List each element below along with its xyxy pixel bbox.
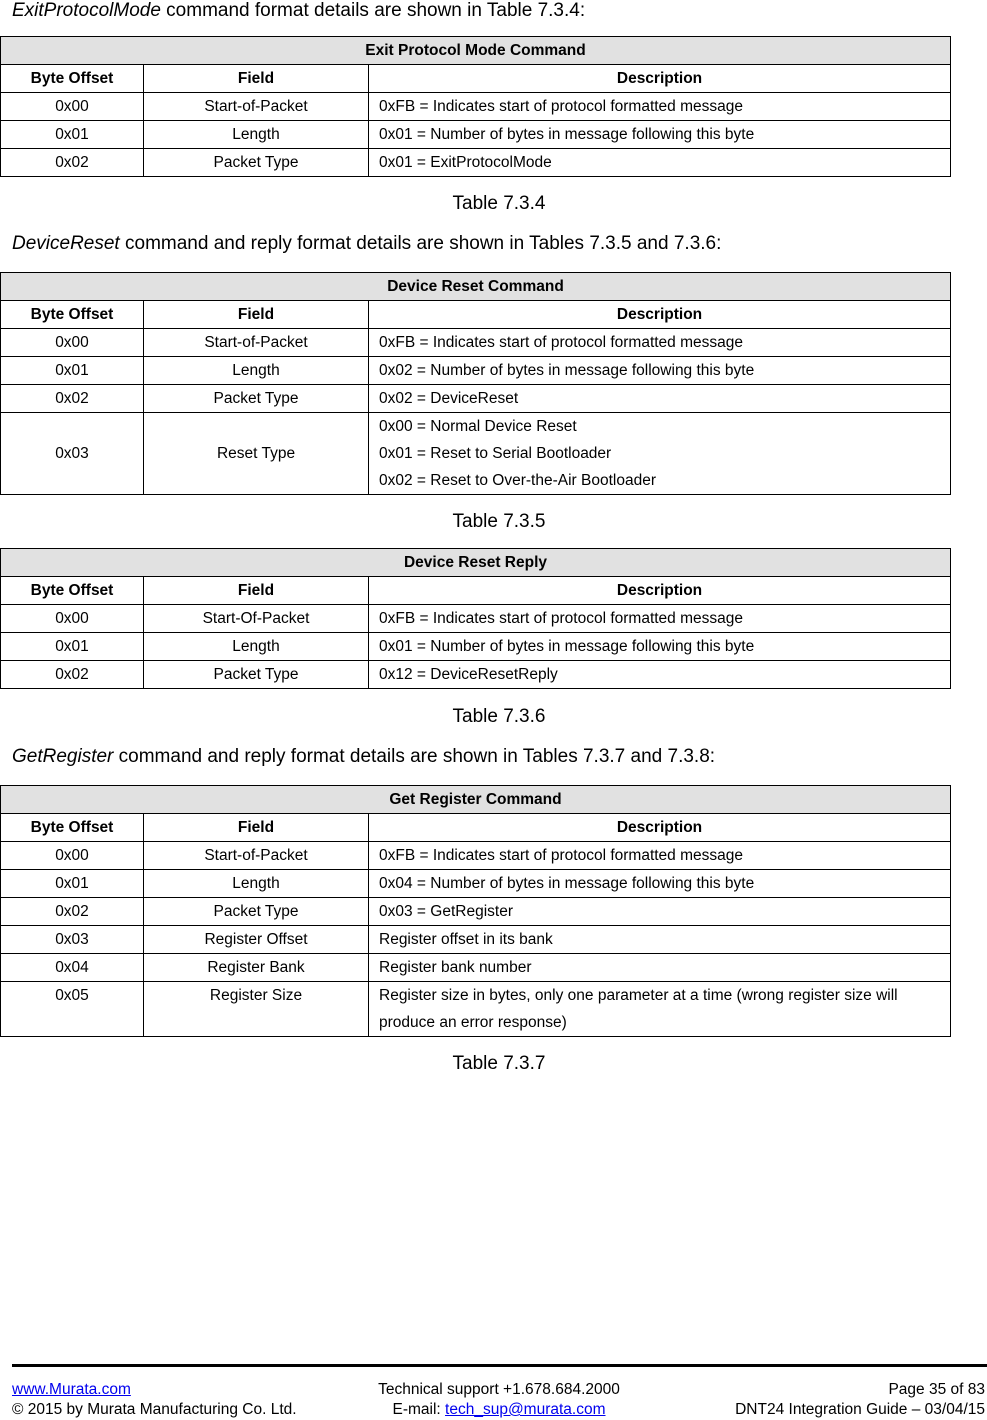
intro-exit-protocol: ExitProtocolMode command format details are shown in Table 7.3.4: xyxy=(12,0,586,21)
column-header: Field xyxy=(144,65,369,93)
column-header: Field xyxy=(144,814,369,842)
description-cell: 0x03 = GetRegister xyxy=(369,898,951,926)
description-cell: 0x02 = Number of bytes in message following this byte xyxy=(369,357,951,385)
page-number: Page 35 of 83 xyxy=(888,1381,985,1398)
table-title: Exit Protocol Mode Command xyxy=(1,37,951,65)
table-row xyxy=(1,413,951,495)
byte-offset-cell: 0x04 xyxy=(1,954,144,982)
exit-protocol-mode-table xyxy=(0,36,951,177)
table-caption: Table 7.3.4 xyxy=(452,193,546,214)
table-row xyxy=(1,121,951,149)
description-cell xyxy=(369,413,951,495)
table-caption: Table 7.3.5 xyxy=(452,511,546,532)
description-cell: 0xFB = Indicates start of protocol formatted message xyxy=(369,842,951,870)
description-cell: 0x12 = DeviceResetReply xyxy=(369,661,951,689)
field-cell: Length xyxy=(144,870,369,898)
support-phone: Technical support +1.678.684.2000 xyxy=(378,1381,620,1398)
description-cell: Register bank number xyxy=(369,954,951,982)
table-row xyxy=(1,605,951,633)
table-caption: Table 7.3.6 xyxy=(452,706,546,727)
byte-offset-cell: 0x01 xyxy=(1,870,144,898)
device-reset-reply-table xyxy=(0,548,951,689)
field-cell: Length xyxy=(144,121,369,149)
reset-option: 0x01 = Reset to Serial Bootloader xyxy=(379,445,612,462)
table-row xyxy=(1,385,951,413)
footer-right xyxy=(735,1380,985,1420)
column-header: Byte Offset xyxy=(1,814,144,842)
description-cell: 0xFB = Indicates start of protocol formatted message xyxy=(369,605,951,633)
table-row xyxy=(1,842,951,870)
byte-offset-cell: 0x03 xyxy=(1,926,144,954)
field-cell: Start-of-Packet xyxy=(144,93,369,121)
byte-offset-cell: 0x01 xyxy=(1,357,144,385)
intro-get-register: GetRegister command and reply format details are shown in Tables 7.3.7 and 7.3.8: xyxy=(12,746,716,767)
description-cell: 0x02 = DeviceReset xyxy=(369,385,951,413)
field-cell: Start-of-Packet xyxy=(144,329,369,357)
byte-offset-cell: 0x00 xyxy=(1,605,144,633)
field-cell: Start-Of-Packet xyxy=(144,605,369,633)
table-title: Device Reset Reply xyxy=(1,549,951,577)
byte-offset-cell: 0x00 xyxy=(1,329,144,357)
table-title: Device Reset Command xyxy=(1,273,951,301)
column-header: Description xyxy=(369,65,951,93)
table-title: Get Register Command xyxy=(1,786,951,814)
device-reset-command-table xyxy=(0,272,951,495)
table-caption: Table 7.3.7 xyxy=(452,1053,546,1074)
footer-divider xyxy=(12,1364,987,1367)
byte-offset-cell: 0x00 xyxy=(1,93,144,121)
description-cell: Register size in bytes, only one parameter at a time (wrong register size will produce an error response) xyxy=(369,982,951,1037)
byte-offset-cell: 0x01 xyxy=(1,633,144,661)
byte-offset-cell: 0x01 xyxy=(1,121,144,149)
byte-offset-cell: 0x00 xyxy=(1,842,144,870)
description-cell: 0xFB = Indicates start of protocol formatted message xyxy=(369,329,951,357)
field-cell: Start-of-Packet xyxy=(144,842,369,870)
column-header: Field xyxy=(144,301,369,329)
table-row xyxy=(1,93,951,121)
byte-offset-cell: 0x05 xyxy=(1,982,144,1037)
field-cell: Register Bank xyxy=(144,954,369,982)
byte-offset-cell: 0x02 xyxy=(1,385,144,413)
column-header: Description xyxy=(369,577,951,605)
field-cell: Reset Type xyxy=(144,413,369,495)
byte-offset-cell: 0x02 xyxy=(1,661,144,689)
footer-center: Technical support +1.678.684.2000 E-mail: tech_sup@murata.com xyxy=(368,1380,630,1420)
table-row xyxy=(1,898,951,926)
copyright-text: © 2015 by Murata Manufacturing Co. Ltd. xyxy=(12,1401,297,1418)
table-row xyxy=(1,329,951,357)
description-cell: 0x01 = ExitProtocolMode xyxy=(369,149,951,177)
byte-offset-cell: 0x02 xyxy=(1,149,144,177)
field-cell: Length xyxy=(144,633,369,661)
field-cell: Packet Type xyxy=(144,898,369,926)
column-header: Description xyxy=(369,301,951,329)
intro-device-reset: DeviceReset command and reply format details are shown in Tables 7.3.5 and 7.3.6: xyxy=(12,233,722,254)
field-cell: Register Size xyxy=(144,982,369,1037)
table-row xyxy=(1,149,951,177)
column-header: Byte Offset xyxy=(1,577,144,605)
table-row xyxy=(1,870,951,898)
byte-offset-cell: 0x03 xyxy=(1,413,144,495)
field-cell: Packet Type xyxy=(144,149,369,177)
field-cell: Packet Type xyxy=(144,385,369,413)
description-cell: Register offset in its bank xyxy=(369,926,951,954)
website-link[interactable]: www.Murata.com xyxy=(12,1381,131,1398)
column-header: Byte Offset xyxy=(1,65,144,93)
table-row xyxy=(1,661,951,689)
field-cell: Packet Type xyxy=(144,661,369,689)
column-header: Description xyxy=(369,814,951,842)
support-email-link[interactable]: tech_sup@murata.com xyxy=(445,1401,606,1418)
table-row xyxy=(1,954,951,982)
table-row xyxy=(1,633,951,661)
description-cell: 0x04 = Number of bytes in message following this byte xyxy=(369,870,951,898)
description-cell: 0xFB = Indicates start of protocol formatted message xyxy=(369,93,951,121)
get-register-command-table xyxy=(0,785,951,1037)
field-cell: Register Offset xyxy=(144,926,369,954)
table-row xyxy=(1,982,951,1037)
reset-option: 0x00 = Normal Device Reset xyxy=(379,418,577,435)
column-header: Byte Offset xyxy=(1,301,144,329)
description-cell: 0x01 = Number of bytes in message following this byte xyxy=(369,633,951,661)
byte-offset-cell: 0x02 xyxy=(1,898,144,926)
footer-left xyxy=(12,1380,297,1420)
description-cell: 0x01 = Number of bytes in message following this byte xyxy=(369,121,951,149)
table-row xyxy=(1,926,951,954)
column-header: Field xyxy=(144,577,369,605)
reset-option: 0x02 = Reset to Over-the-Air Bootloader xyxy=(379,472,656,489)
table-row xyxy=(1,357,951,385)
document-title: DNT24 Integration Guide – 03/04/15 xyxy=(735,1401,985,1418)
field-cell: Length xyxy=(144,357,369,385)
